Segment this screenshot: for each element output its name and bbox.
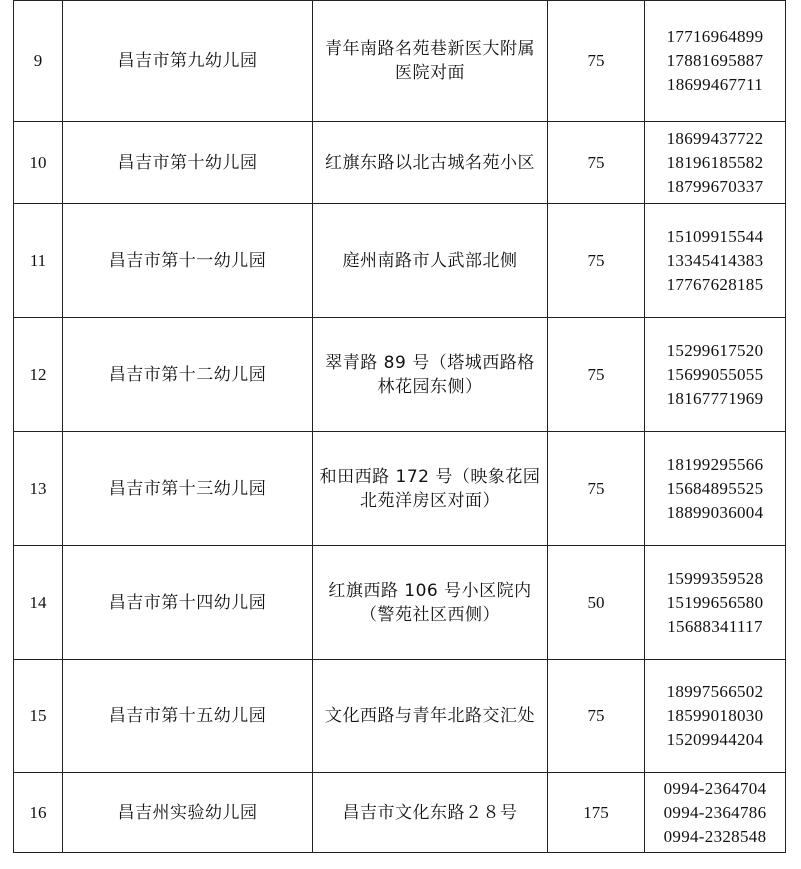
contact-phones xyxy=(645,432,786,546)
row-number: 14 xyxy=(14,546,63,660)
phone-number: 18799670337 xyxy=(666,176,764,196)
phone-number: 15299617520 xyxy=(666,340,764,360)
enrollment-count: 75 xyxy=(548,204,645,318)
kindergarten-address: 红旗西路 106 号小区院内（警苑社区西侧） xyxy=(313,546,548,660)
phone-number: 18196185582 xyxy=(666,152,764,172)
row-number: 12 xyxy=(14,318,63,432)
kindergarten-name: 昌吉市第十三幼儿园 xyxy=(63,432,313,546)
phone-number: 15999359528 xyxy=(666,568,764,588)
contact-phones xyxy=(645,1,786,122)
kindergarten-address: 庭州南路市人武部北侧 xyxy=(313,204,548,318)
phone-number: 15684895525 xyxy=(666,478,764,498)
kindergarten-table xyxy=(13,0,786,853)
phone-number: 0994-2364704 xyxy=(663,778,767,798)
row-number: 15 xyxy=(14,660,63,773)
kindergarten-name: 昌吉市第十五幼儿园 xyxy=(63,660,313,773)
contact-phones xyxy=(645,122,786,204)
enrollment-count: 50 xyxy=(548,546,645,660)
enrollment-count: 75 xyxy=(548,318,645,432)
row-number: 13 xyxy=(14,432,63,546)
phone-number: 15699055055 xyxy=(666,364,764,384)
row-number: 11 xyxy=(14,204,63,318)
kindergarten-address: 昌吉市文化东路２８号 xyxy=(313,773,548,853)
kindergarten-address: 和田西路 172 号（映象花园北苑洋房区对面） xyxy=(313,432,548,546)
phone-number: 18899036004 xyxy=(666,502,764,522)
enrollment-count: 75 xyxy=(548,660,645,773)
phone-number: 15209944204 xyxy=(666,730,764,749)
kindergarten-name: 昌吉州实验幼儿园 xyxy=(63,773,313,853)
phone-number: 18199295566 xyxy=(666,454,764,474)
kindergarten-address: 文化西路与青年北路交汇处 xyxy=(313,660,548,773)
phone-number: 0994-2328548 xyxy=(663,826,767,846)
table-row xyxy=(14,660,786,773)
enrollment-count: 175 xyxy=(548,773,645,853)
row-number: 16 xyxy=(14,773,63,853)
phone-number: 15688341117 xyxy=(667,616,763,636)
phone-number: 18699437722 xyxy=(666,128,764,148)
table-row xyxy=(14,122,786,204)
phone-number: 15199656580 xyxy=(666,592,764,612)
contact-phones xyxy=(645,204,786,318)
kindergarten-address: 翠青路 89 号（塔城西路格林花园东侧） xyxy=(313,318,548,432)
kindergarten-address: 红旗东路以北古城名苑小区 xyxy=(313,122,548,204)
phone-number: 13345414383 xyxy=(666,250,764,270)
table-row xyxy=(14,318,786,432)
contact-phones xyxy=(645,318,786,432)
table-row xyxy=(14,204,786,318)
kindergarten-address: 青年南路名苑巷新医大附属医院对面 xyxy=(313,1,548,122)
enrollment-count: 75 xyxy=(548,122,645,204)
phone-number: 18699467711 xyxy=(666,75,764,94)
phone-number: 18167771969 xyxy=(666,388,764,408)
table-row xyxy=(14,432,786,546)
row-number: 9 xyxy=(14,1,63,122)
row-number: 10 xyxy=(14,122,63,204)
phone-number: 18599018030 xyxy=(666,706,764,725)
enrollment-count: 75 xyxy=(548,432,645,546)
table-row xyxy=(14,773,786,853)
contact-phones xyxy=(645,660,786,773)
phone-number: 17716964899 xyxy=(666,27,764,46)
phone-number: 0994-2364786 xyxy=(663,802,767,822)
contact-phones xyxy=(645,773,786,853)
phone-number: 15109915544 xyxy=(666,226,764,246)
contact-phones xyxy=(645,546,786,660)
kindergarten-name: 昌吉市第十一幼儿园 xyxy=(63,204,313,318)
enrollment-count: 75 xyxy=(548,1,645,122)
phone-number: 18997566502 xyxy=(666,682,764,701)
table-row xyxy=(14,546,786,660)
table-row xyxy=(14,1,786,122)
phone-number: 17767628185 xyxy=(666,274,764,294)
kindergarten-name: 昌吉市第十二幼儿园 xyxy=(63,318,313,432)
kindergarten-name: 昌吉市第九幼儿园 xyxy=(63,1,313,122)
kindergarten-name: 昌吉市第十幼儿园 xyxy=(63,122,313,204)
kindergarten-name: 昌吉市第十四幼儿园 xyxy=(63,546,313,660)
phone-number: 17881695887 xyxy=(666,51,764,70)
